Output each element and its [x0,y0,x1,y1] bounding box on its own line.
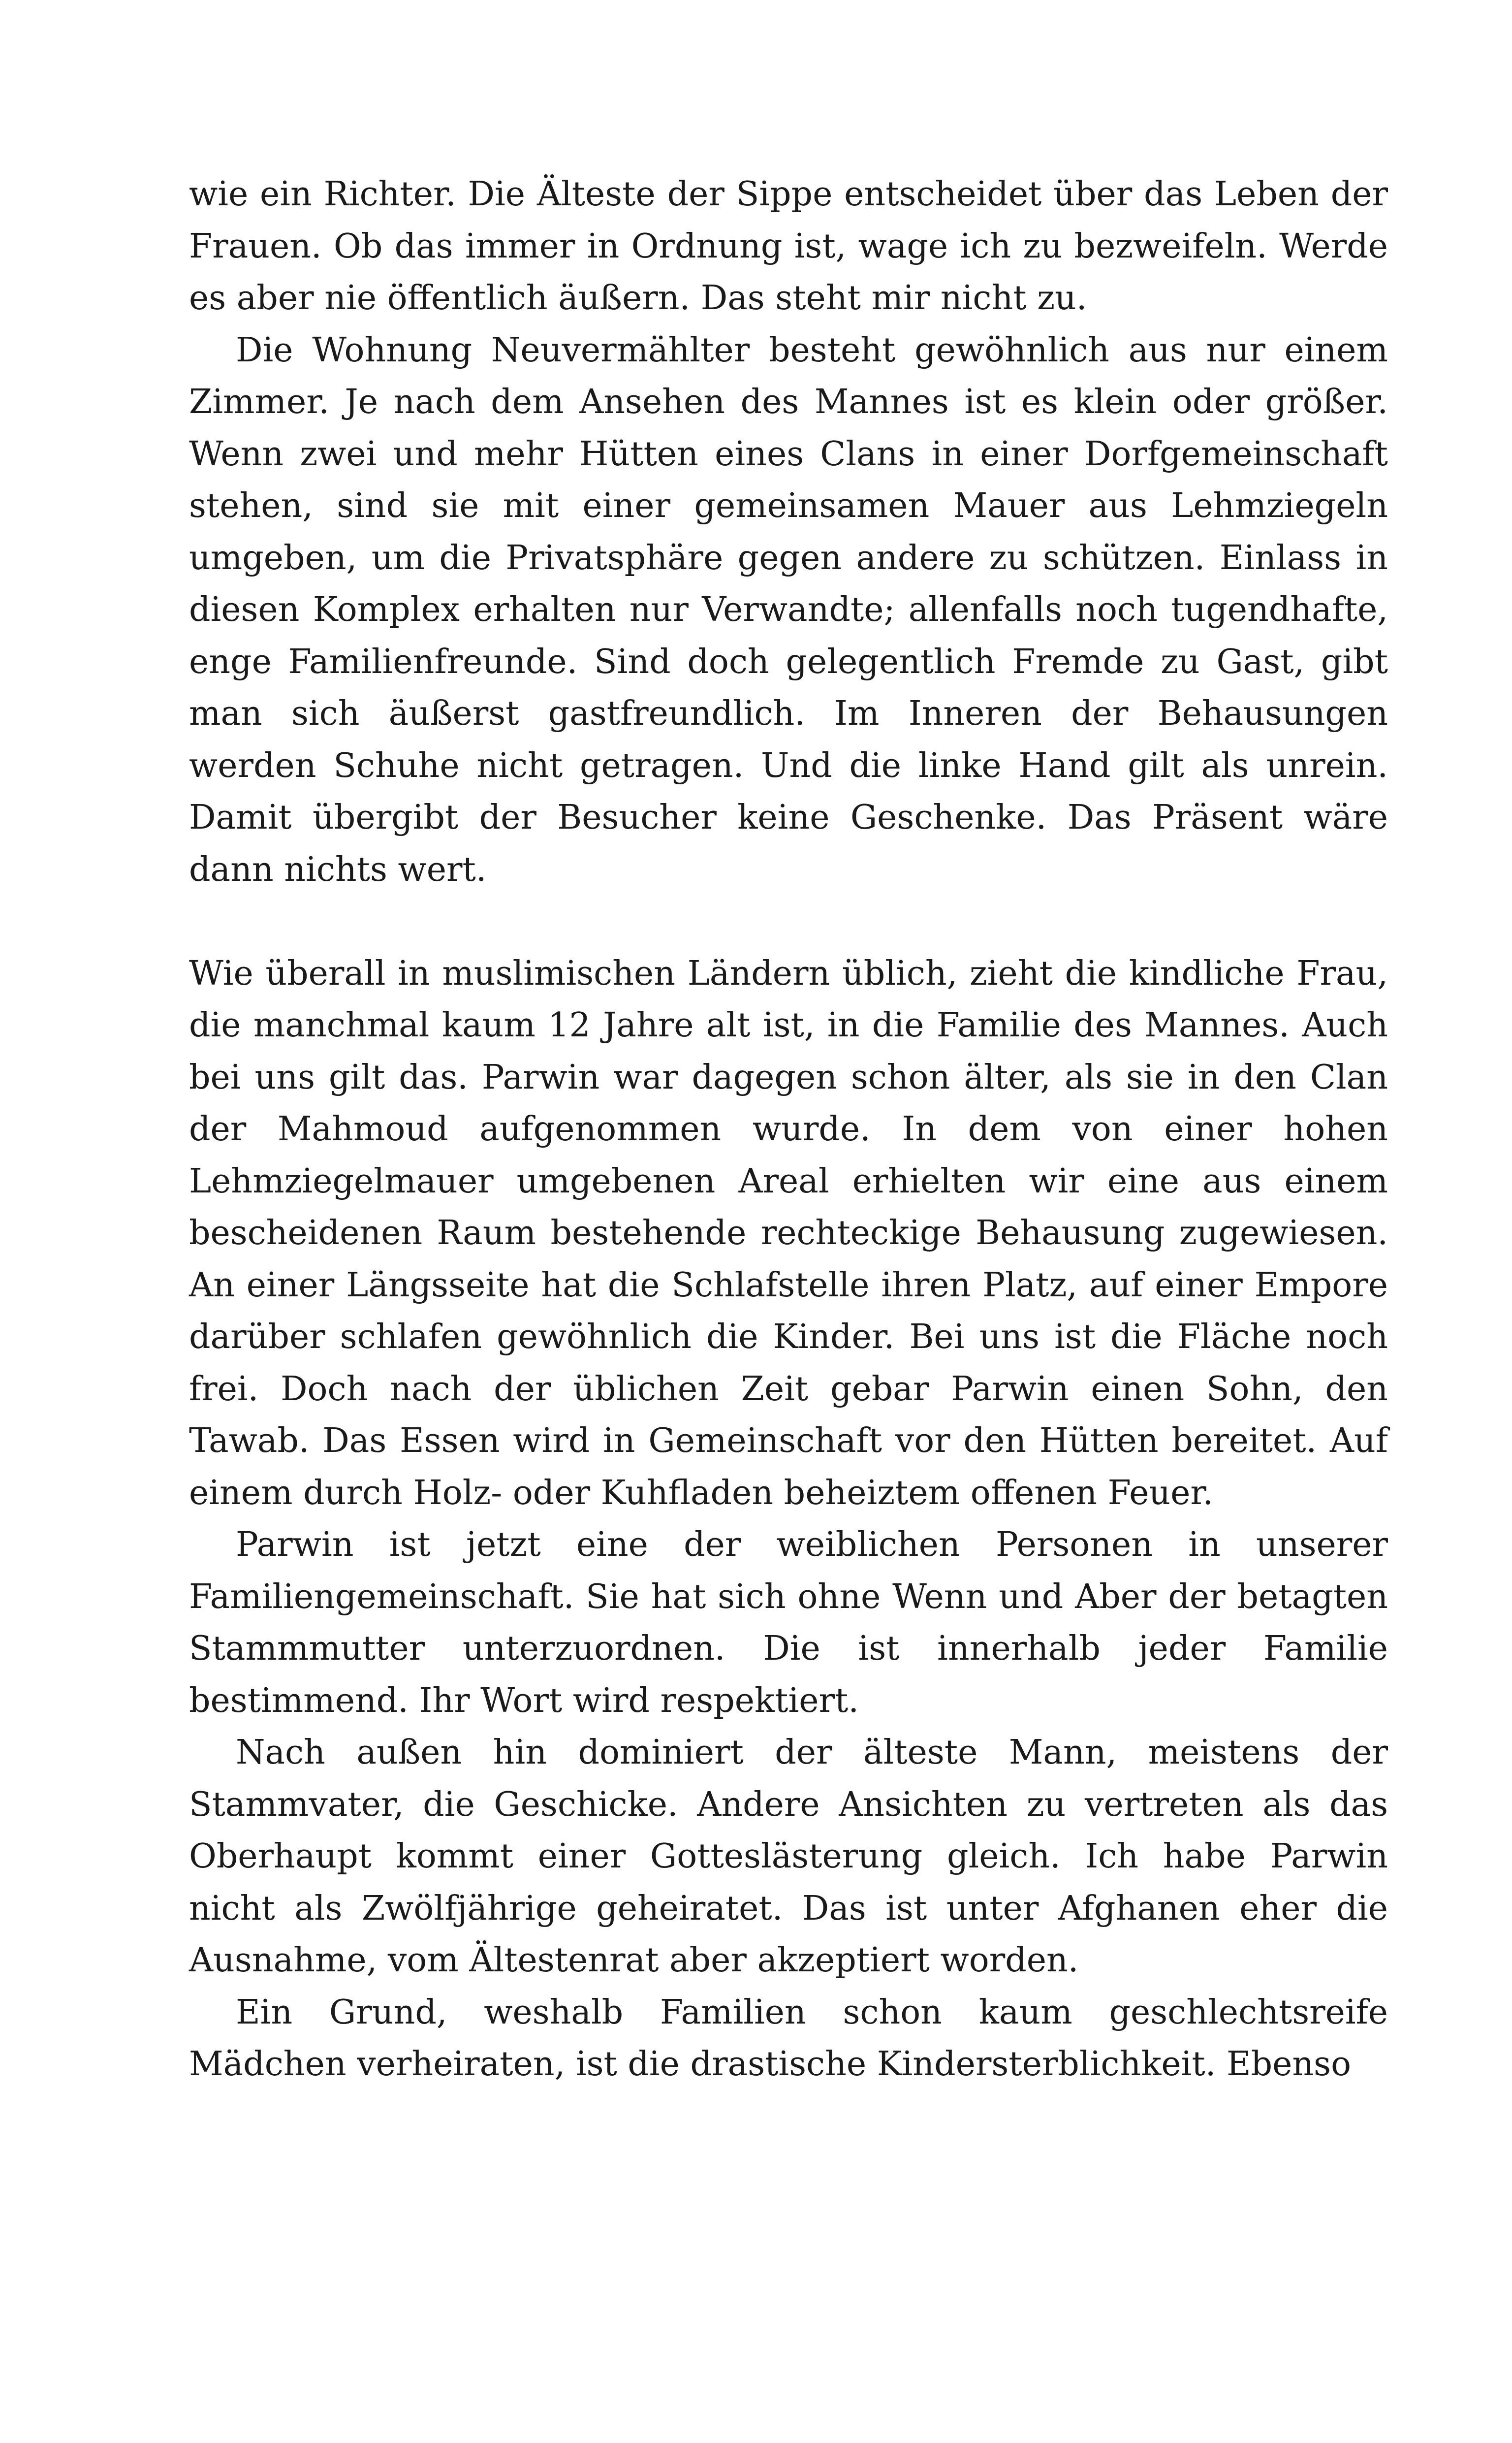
paragraph: wie ein Richter. Die Älteste der Sippe entscheidet über das Leben der Frauen. Ob das immer in Ordnung ist, wage ich zu bezweifeln. Werde es aber nie öffentlich äußern. Das steht mir nicht zu. [189,175,1388,318]
paragraph: Wie überall in muslimischen Ländern üblich, zieht die kindliche Frau, die manchmal kaum 12 Jahre alt ist, in die Familie des Mannes. Auch bei uns gilt das. Parwin war dagegen schon älter, als sie in den Clan der Mahmoud aufgenommen wurde. In dem von einer hohen Lehmziegelmauer umgebenen Areal erhielten wir eine aus einem bescheidenen Raum bestehende rechteckige Behausung zugewiesen. An einer Längsseite hat die Schlafstelle ihren Platz, auf einer Empore darüber schlafen gewöhnlich die Kinder. Bei uns ist die Fläche noch frei. Doch nach der üblichen Zeit gebar Parwin einen Sohn, den Tawab. Das Essen wird in Gemeinschaft vor den Hütten bereitet. Auf einem durch Holz- oder Kuhfladen beheiztem offenen Feuer. [189,954,1388,1512]
page-text [189,168,1388,2090]
paragraph: Nach außen hin dominiert der älteste Mann, meistens der Stammvater, die Geschicke. Andere Ansichten zu vertreten als das Oberhaupt kommt einer Gotteslästerung gleich. Ich habe Parwin nicht als Zwölfjährige geheiratet. Das ist unter Afghanen eher die Ausnahme, vom Ältestenrat aber akzeptiert worden. [189,1733,1388,1980]
paragraph: Parwin ist jetzt eine der weiblichen Personen in unserer Familiengemeinschaft. Sie hat sich ohne Wenn und Aber der betagten Stammmutter unterzuordnen. Die ist innerhalb jeder Familie bestimmend. Ihr Wort wird respektiert. [189,1525,1388,1720]
paragraph: Ein Grund, weshalb Familien schon kaum geschlechtsreife Mädchen verheiraten, ist die drastische Kindersterblichkeit. Ebenso [189,1993,1388,2084]
paragraph-spacer [189,896,1388,948]
paragraph: Die Wohnung Neuvermählter besteht gewöhnlich aus nur einem Zimmer. Je nach dem Ansehen des Mannes ist es klein oder größer. Wenn zwei und mehr Hütten eines Clans in einer Dorfgemeinschaft stehen, sind sie mit einer gemeinsamen Mauer aus Lehmziegeln umgeben, um die Privatsphäre gegen andere zu schützen. Einlass in diesen Komplex erhalten nur Verwandte; allenfalls noch tugendhafte, enge Familienfreunde. Sind doch gelegentlich Fremde zu Gast, gibt man sich äußerst gastfreundlich. Im Inneren der Behausungen werden Schuhe nicht getragen. Und die linke Hand gilt als unrein. Damit übergibt der Besucher keine Geschenke. Das Präsent wäre dann nichts wert. [189,330,1388,889]
